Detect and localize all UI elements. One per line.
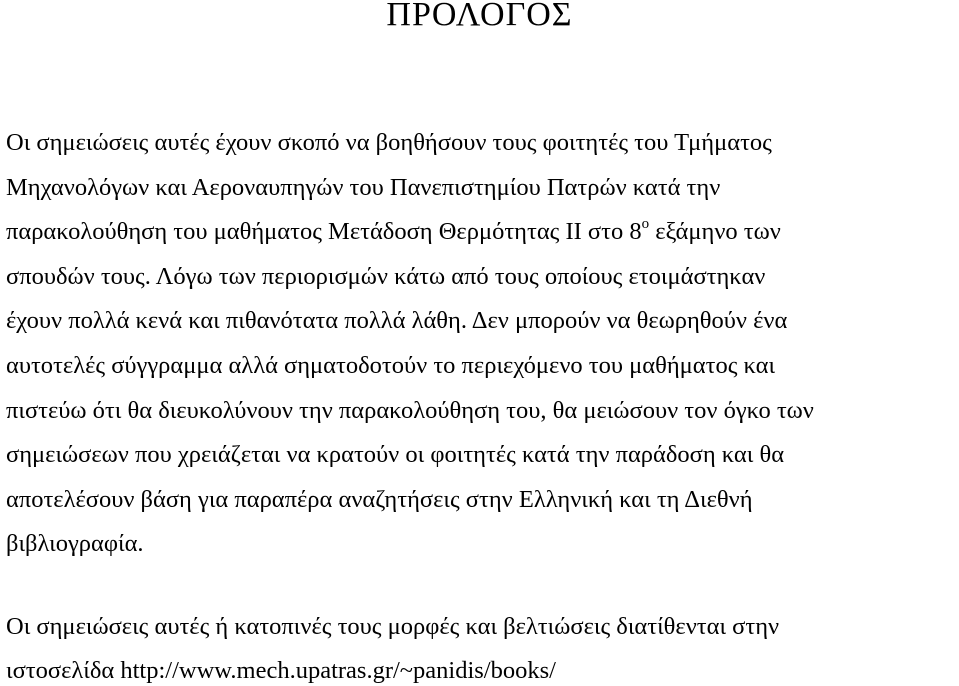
text-line: Οι σημειώσεις αυτές έχουν σκοπό να βοηθήσουν τους φοιτητές του Τμήματος <box>6 129 772 156</box>
text-line: σπουδών τους. Λόγω των περιορισμών κάτω από τους οποίους ετοιμάστηκαν <box>6 263 766 290</box>
document-title: ΠΡΟΛΟΓΟΣ <box>386 0 573 33</box>
superscript: ο <box>641 216 650 232</box>
text-line: αυτοτελές σύγγραμμα αλλά σηματοδοτούν το περιεχόμενο του μαθήματος και <box>6 352 776 379</box>
text-line: Μηχανολόγων και Αεροναυπηγών του Πανεπιστημίου Πατρών κατά την <box>6 174 721 201</box>
text-line: έχουν πολλά κενά και πιθανότατα πολλά λάθη. Δεν μπορούν να θεωρηθούν ένα <box>6 307 788 334</box>
text-line <box>6 217 781 250</box>
text-segment: παρακολούθηση του μαθήματος Μετάδοση Θερμότητας ΙΙ στο 8 <box>6 218 642 245</box>
text-line: βιβλιογραφία. <box>6 530 144 557</box>
text-segment: εξάμηνο των <box>649 218 781 245</box>
text-line: ιστοσελίδα http://www.mech.upatras.gr/~panidis/books/ <box>6 657 556 684</box>
text-line: Οι σημειώσεις αυτές ή κατοπινές τους μορφές και βελτιώσεις διατίθενται στην <box>6 613 780 640</box>
text-line: σημειώσεων που χρειάζεται να κρατούν οι φοιτητές κατά την παράδοση και θα <box>6 441 785 468</box>
text-line: αποτελέσουν βάση για παραπέρα αναζητήσεις στην Ελληνική και τη Διεθνή <box>6 486 753 513</box>
text-line: πιστεύω ότι θα διευκολύνουν την παρακολούθηση του, θα μειώσουν τον όγκο των <box>6 397 814 424</box>
